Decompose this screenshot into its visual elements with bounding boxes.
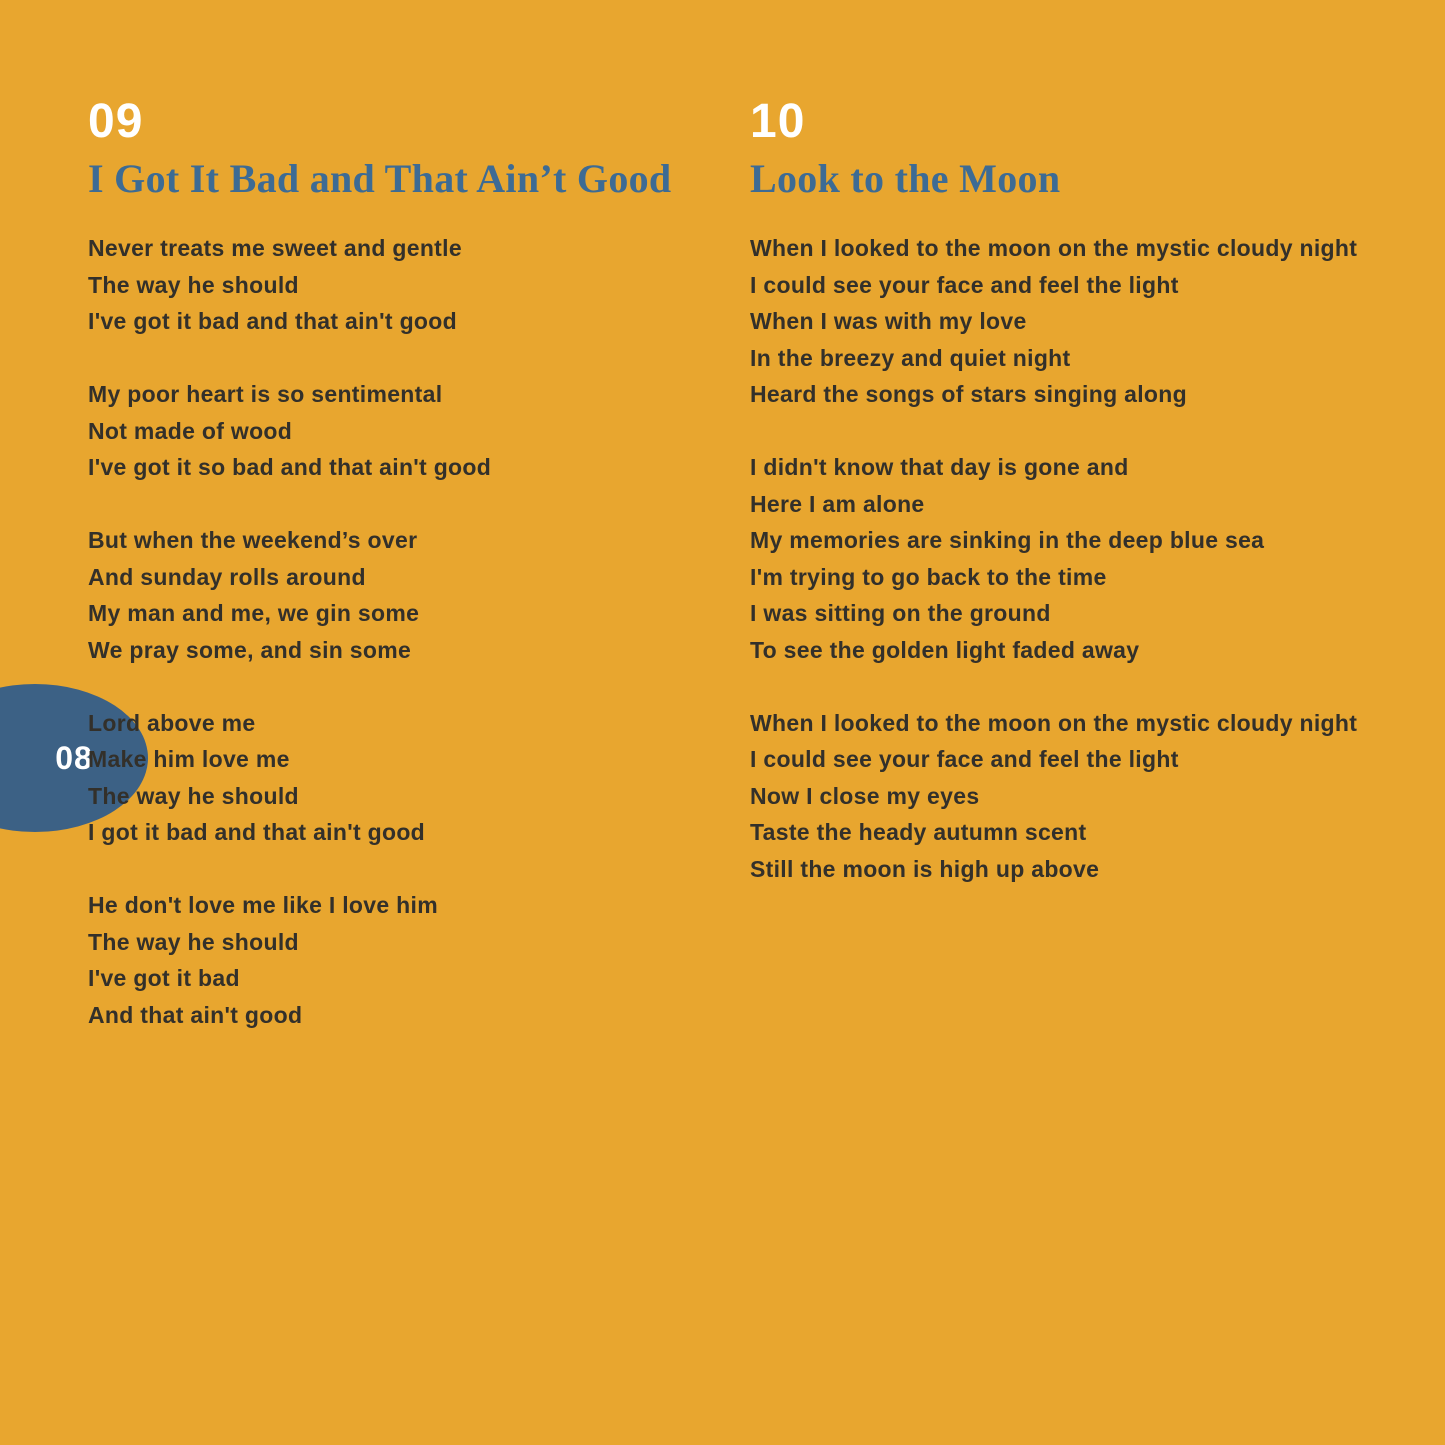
stanza (750, 230, 1440, 413)
stanza (88, 376, 733, 486)
lyric-line: I've got it bad and that ain't good (88, 308, 457, 334)
lyric-line: My man and me, we gin some (88, 600, 420, 626)
lyric-line: I've got it bad (88, 965, 240, 991)
lyric-line: And that ain't good (88, 1001, 303, 1028)
lyric-line: Heard the songs of stars singing along (750, 381, 1187, 407)
track-number: 10 (750, 95, 806, 148)
lyric-line: In the breezy and quiet night (750, 344, 1071, 371)
lyric-line: But when the weekend’s over (88, 527, 418, 553)
stanza (750, 449, 1440, 668)
track-lyrics (750, 230, 1440, 887)
lyric-line: I could see your face and feel the light (750, 746, 1179, 772)
lyric-line: Taste the heady autumn scent (750, 819, 1087, 845)
track-lyrics (88, 230, 733, 1033)
track-column-09 (88, 95, 733, 1033)
lyric-line: When I looked to the moon on the mystic cloudy night (750, 235, 1358, 261)
lyric-line: The way he should (88, 271, 299, 298)
lyric-line: We pray some, and sin some (88, 636, 412, 663)
stanza (88, 705, 733, 851)
track-title: Look to the Moon (750, 156, 1061, 201)
lyric-line: Lord above me (88, 709, 256, 736)
lyric-line: And sunday rolls around (88, 563, 366, 590)
lyric-line: I've got it so bad and that ain't good (88, 454, 492, 480)
lyric-line: He don't love me like I love him (88, 892, 438, 918)
lyric-line: I'm trying to go back to the time (750, 563, 1107, 590)
lyric-line: Now I close my eyes (750, 782, 980, 809)
lyric-line: Not made of wood (88, 417, 293, 444)
lyric-line: I got it bad and that ain't good (88, 819, 426, 845)
stanza (750, 705, 1440, 888)
lyric-line: I didn't know that day is gone and (750, 454, 1129, 480)
stanza (88, 887, 733, 1033)
lyric-line: To see the golden light faded away (750, 636, 1140, 663)
track-number: 09 (88, 95, 144, 148)
lyric-line: Never treats me sweet and gentle (88, 235, 462, 261)
stanza (88, 522, 733, 668)
lyric-line: I was sitting on the ground (750, 600, 1051, 626)
track-column-10 (750, 95, 1440, 887)
lyric-line: The way he should (88, 782, 299, 809)
lyric-line: My poor heart is so sentimental (88, 381, 443, 407)
track-title: I Got It Bad and That Ain’t Good (88, 156, 672, 201)
lyric-line: My memories are sinking in the deep blue sea (750, 527, 1265, 553)
lyric-line: When I looked to the moon on the mystic cloudy night (750, 709, 1358, 736)
lyric-line: I could see your face and feel the light (750, 271, 1179, 298)
stanza (88, 230, 733, 340)
page-number: 08 (55, 739, 93, 776)
lyric-line: Still the moon is high up above (750, 855, 1100, 882)
lyric-line: Make him love me (88, 746, 290, 772)
lyric-line: Here I am alone (750, 490, 925, 517)
lyric-line: When I was with my love (750, 308, 1027, 334)
lyric-line: The way he should (88, 928, 299, 955)
